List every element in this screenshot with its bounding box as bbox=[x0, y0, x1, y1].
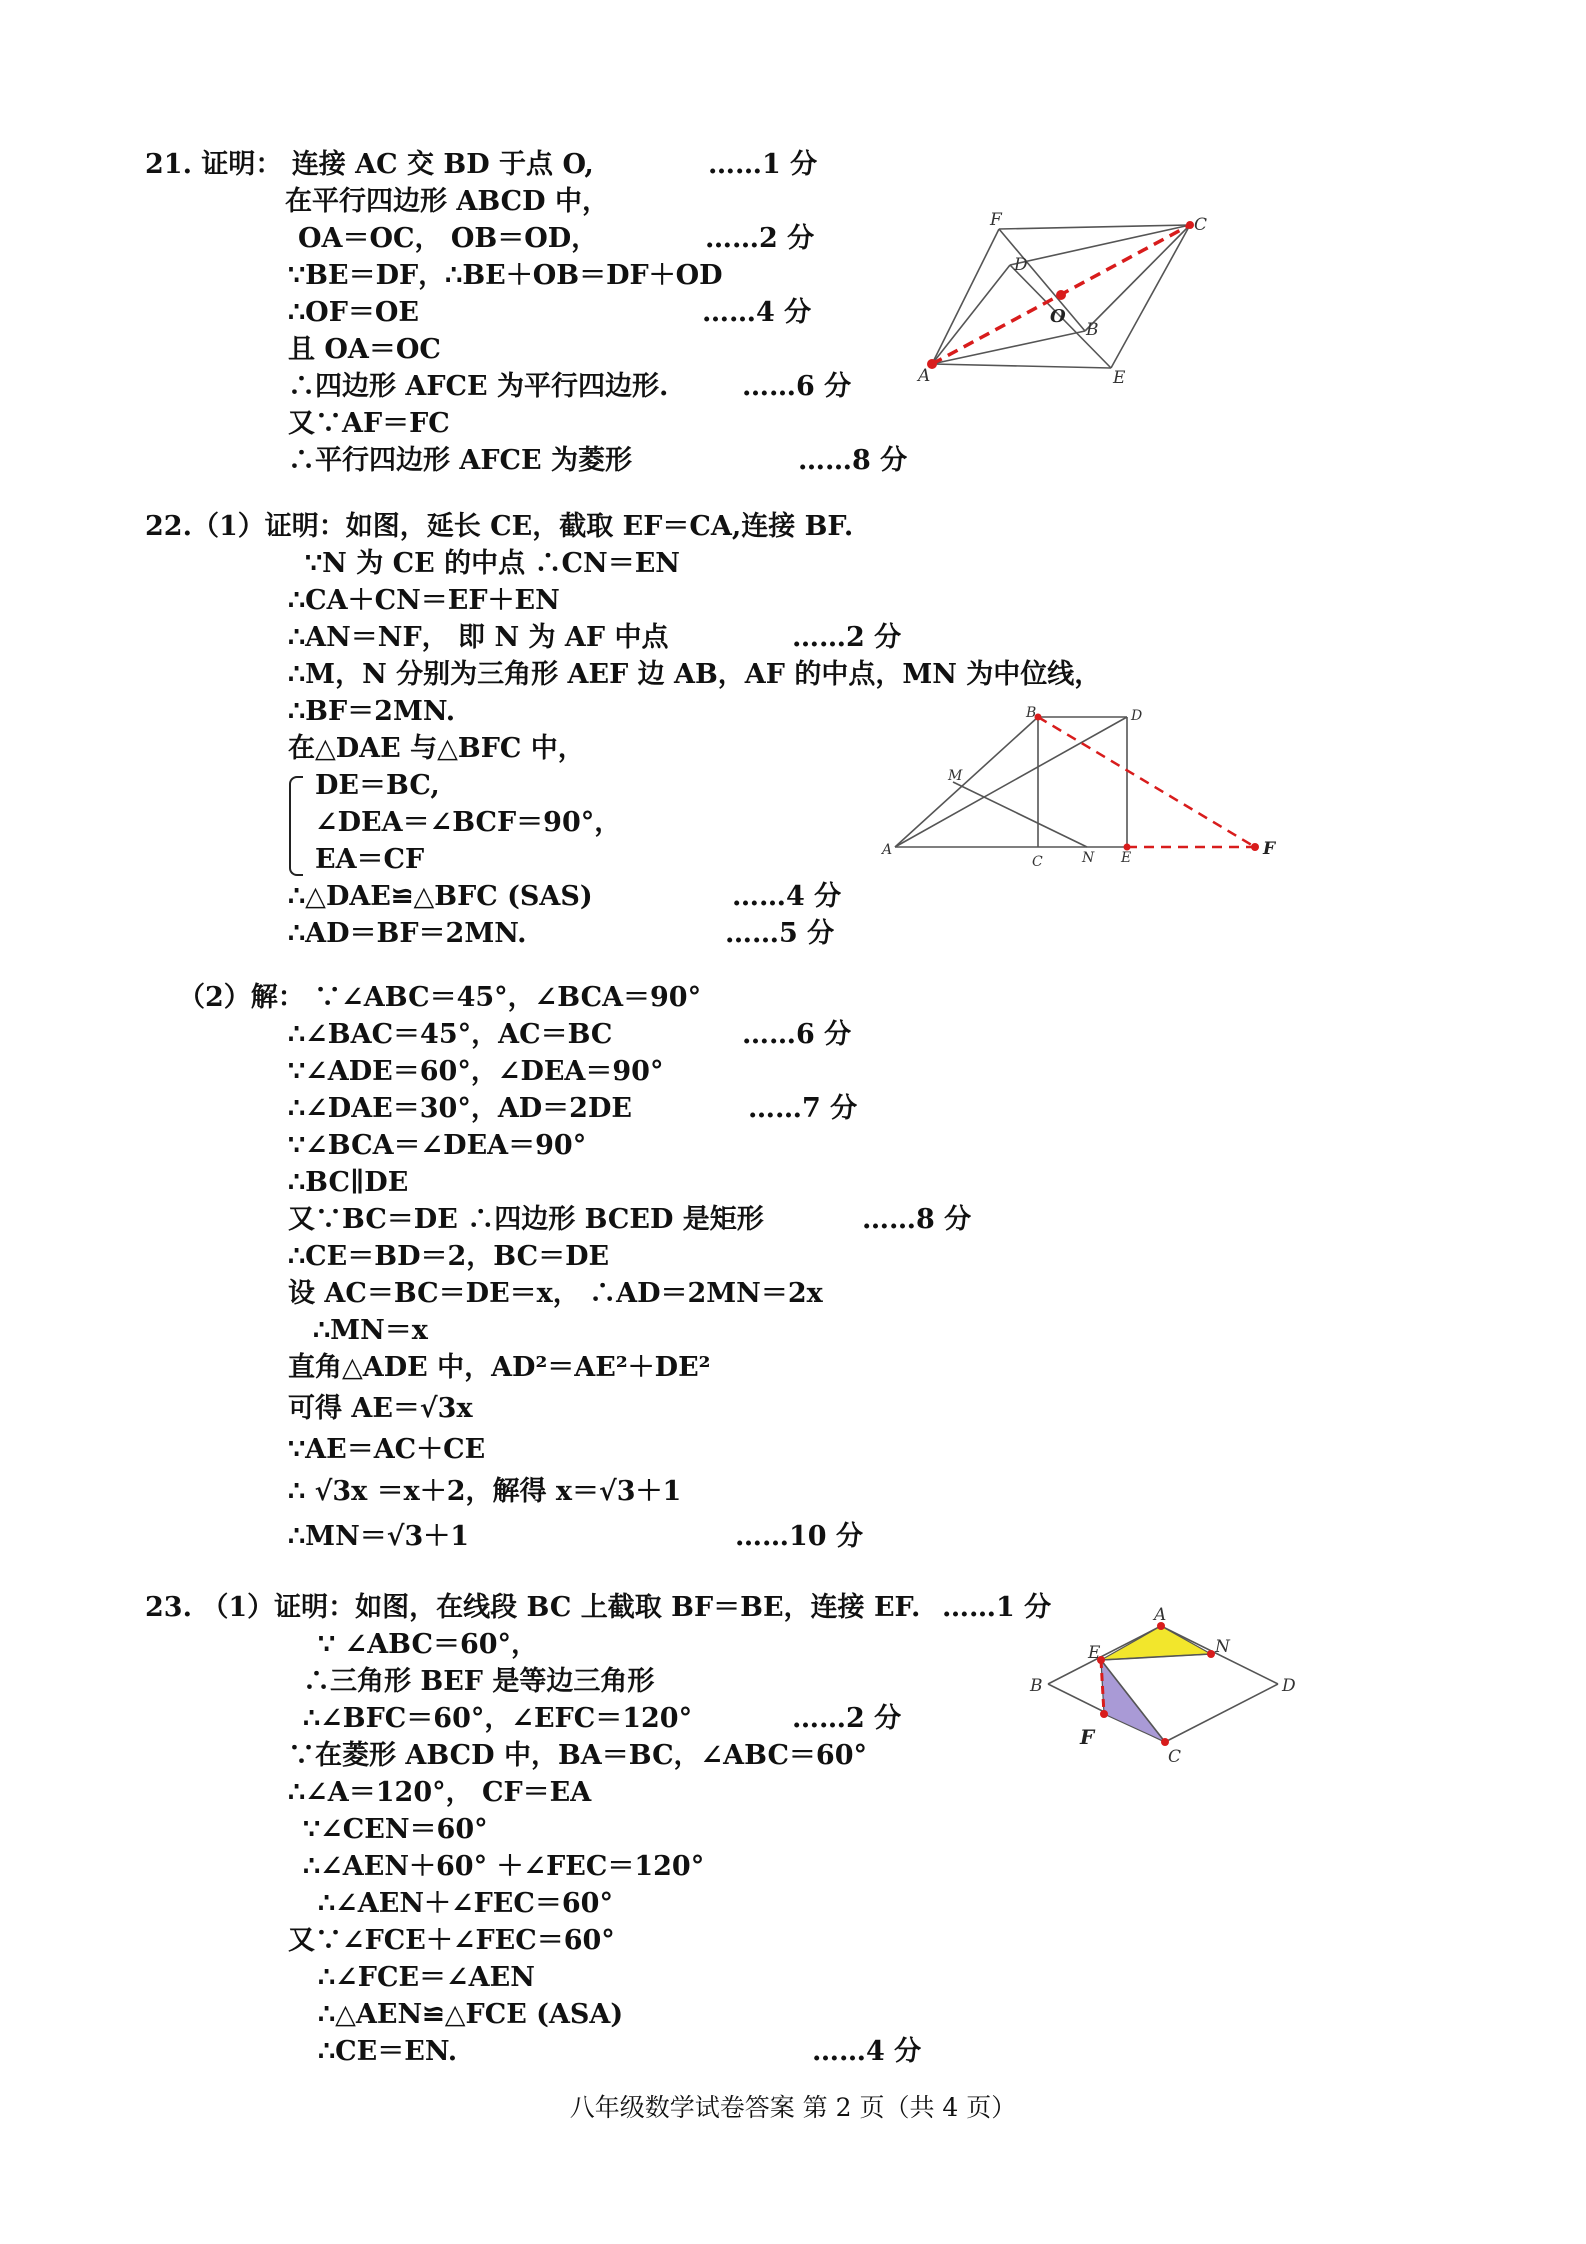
q21-label-B: B bbox=[1086, 320, 1099, 340]
q21-line-8: 又∵AF＝FC bbox=[288, 408, 450, 439]
q21-line-5: ∴OF＝OE bbox=[288, 297, 419, 328]
q22-2-line-7: 又∵BC＝DE ∴四边形 BCED 是矩形 bbox=[288, 1204, 764, 1235]
q22-2-score-2: ……7 分 bbox=[748, 1093, 858, 1124]
q22-2-line-11: 直角△ADE 中，AD²＝AE²＋DE² bbox=[288, 1352, 711, 1383]
q22-label-D: D bbox=[1131, 708, 1143, 724]
q23-label-C: C bbox=[1168, 1747, 1182, 1767]
q22-label-C: C bbox=[1032, 854, 1043, 870]
q22-label-M: M bbox=[948, 768, 963, 784]
q23-score-3: ……4 分 bbox=[812, 2036, 922, 2067]
q21-label-O: O bbox=[1050, 306, 1066, 327]
q22-label-F: F bbox=[1263, 839, 1276, 859]
q23-line-3: ∴三角形 BEF 是等边三角形 bbox=[303, 1666, 655, 1697]
q21-line-9: ∴平行四边形 AFCE 为菱形 bbox=[288, 445, 632, 476]
q23-label-A: A bbox=[1154, 1605, 1167, 1625]
q22-line-11: ∴△DAE≌△BFC (SAS) bbox=[288, 881, 593, 912]
q23-line-5: ∵在菱形 ABCD 中，BA＝BC，∠ABC＝60° bbox=[288, 1740, 868, 1771]
q23-label-D: D bbox=[1282, 1676, 1296, 1696]
q23-line-12: ∴△AEN≌△FCE (ASA) bbox=[318, 1999, 624, 2030]
q23-line-6: ∴∠A＝120°， CF＝EA bbox=[288, 1777, 592, 1808]
q22-score-1: ……2 分 bbox=[792, 622, 902, 653]
q23-figure bbox=[1020, 1600, 1310, 1800]
q22-line-7: 在△DAE 与△BFC 中， bbox=[288, 733, 585, 764]
q23-line-8: ∴∠AEN＋60° ＋∠FEC＝120° bbox=[303, 1851, 705, 1882]
q22-line-8: DE＝BC, bbox=[315, 770, 440, 801]
q22-2-line-15: ∴MN＝√3＋1 bbox=[288, 1521, 470, 1552]
q21-label-D: D bbox=[1014, 255, 1028, 275]
q21-line-2: 在平行四边形 ABCD 中， bbox=[285, 186, 609, 217]
q22-2-line-12: 可得 AE＝√3x bbox=[288, 1393, 473, 1424]
q21-line-1: 21. 证明： 连接 AC 交 BD 于点 O, bbox=[145, 149, 594, 180]
q22-2-line-9: 设 AC＝BC＝DE＝x， ∴AD＝2MN＝2x bbox=[288, 1278, 823, 1309]
q22-line-5: ∴M，N 分别为三角形 AEF 边 AB，AF 的中点，MN 为中位线， bbox=[288, 659, 1102, 690]
q22-2-score-4: ……10 分 bbox=[735, 1521, 863, 1552]
q21-label-C: C bbox=[1194, 215, 1208, 235]
q22-line-4: ∴AN＝NF， 即 N 为 AF 中点 bbox=[288, 622, 669, 653]
q23-label-F: F bbox=[1080, 1725, 1095, 1749]
q23-label-B: B bbox=[1030, 1676, 1043, 1696]
q23-score-1: ……1 分 bbox=[942, 1592, 1052, 1623]
q22-line-3: ∴CA＋CN＝EF＋EN bbox=[288, 585, 560, 616]
q23-line-2: ∵ ∠ABC＝60°， bbox=[318, 1629, 539, 1660]
q22-2-line-3: ∵∠ADE＝60°，∠DEA＝90° bbox=[288, 1056, 664, 1087]
q21-score-2: ……2 分 bbox=[705, 223, 815, 254]
q21-label-F: F bbox=[990, 210, 1002, 230]
q21-line-7: ∴四边形 AFCE 为平行四边形. bbox=[288, 371, 669, 402]
q22-label-A: A bbox=[882, 842, 893, 858]
q22-score-3: ……5 分 bbox=[725, 918, 835, 949]
q23-line-11: ∴∠FCE＝∠AEN bbox=[318, 1962, 535, 1993]
q22-2-line-5: ∵∠BCA＝∠DEA＝90° bbox=[288, 1130, 587, 1161]
q22-2-line-10: ∴MN＝x bbox=[313, 1315, 428, 1346]
q22-2-line-4: ∴∠DAE＝30°，AD＝2DE bbox=[288, 1093, 632, 1124]
q22-2-score-3: ……8 分 bbox=[862, 1204, 972, 1235]
q23-line-10: 又∵∠FCE＋∠FEC＝60° bbox=[288, 1925, 615, 1956]
q23-line-4: ∴∠BFC＝60°，∠EFC＝120° bbox=[303, 1703, 693, 1734]
q23-label-E: E bbox=[1088, 1643, 1101, 1663]
q23-line-1: 23. （1）证明：如图，在线段 BC 上截取 BF＝BE，连接 EF. bbox=[145, 1592, 921, 1623]
q22-brace bbox=[289, 776, 303, 876]
q21-line-6: 且 OA＝OC bbox=[288, 334, 441, 365]
q22-2-line-1: （2）解： ∵∠ABC＝45°，∠BCA＝90° bbox=[178, 982, 702, 1013]
q22-line-12: ∴AD＝BF＝2MN. bbox=[288, 918, 527, 949]
q21-line-3: OA＝OC， OB＝OD， bbox=[298, 223, 599, 254]
q21-score-4: ……6 分 bbox=[742, 371, 852, 402]
q21-score-3: ……4 分 bbox=[702, 297, 812, 328]
q22-2-score-1: ……6 分 bbox=[742, 1019, 852, 1050]
q21-score-1: ……1 分 bbox=[708, 149, 818, 180]
q23-line-9: ∴∠AEN＋∠FEC＝60° bbox=[318, 1888, 613, 1919]
page-footer: 八年级数学试卷答案 第 2 页（共 4 页） bbox=[569, 2093, 1017, 2122]
q22-line-2: ∵N 为 CE 的中点 ∴CN＝EN bbox=[305, 548, 680, 579]
q22-2-line-13: ∵AE＝AC＋CE bbox=[288, 1434, 486, 1465]
q21-figure bbox=[910, 205, 1220, 395]
q23-line-13: ∴CE＝EN. bbox=[318, 2036, 458, 2067]
q22-2-line-14: ∴ √3x ＝x＋2，解得 x＝√3＋1 bbox=[288, 1476, 682, 1507]
q21-line-4: ∵BE＝DF，∴BE＋OB＝DF＋OD bbox=[288, 260, 723, 291]
q22-line-10: EA＝CF bbox=[315, 844, 425, 875]
q22-line-9: ∠DEA＝∠BCF＝90°， bbox=[315, 807, 622, 838]
q22-label-E: E bbox=[1121, 850, 1132, 866]
q22-label-B: B bbox=[1026, 705, 1037, 721]
q22-2-line-6: ∴BC∥DE bbox=[288, 1167, 409, 1198]
q22-line-6: ∴BF＝2MN. bbox=[288, 696, 456, 727]
q21-label-E: E bbox=[1113, 368, 1126, 388]
q21-score-5: ……8 分 bbox=[798, 445, 908, 476]
q22-line-1: 22.（1）证明：如图，延长 CE，截取 EF＝CA,连接 BF. bbox=[145, 511, 854, 542]
q23-score-2: ……2 分 bbox=[792, 1703, 902, 1734]
q21-label-A: A bbox=[918, 366, 931, 386]
q22-2-line-2: ∴∠BAC＝45°，AC＝BC bbox=[288, 1019, 613, 1050]
q22-score-2: ……4 分 bbox=[732, 881, 842, 912]
q23-label-N: N bbox=[1215, 1637, 1230, 1657]
q22-figure bbox=[875, 700, 1295, 870]
q22-label-N: N bbox=[1082, 850, 1095, 866]
q22-2-line-8: ∴CE＝BD＝2，BC＝DE bbox=[288, 1241, 610, 1272]
q23-line-7: ∵∠CEN＝60° bbox=[303, 1814, 488, 1845]
